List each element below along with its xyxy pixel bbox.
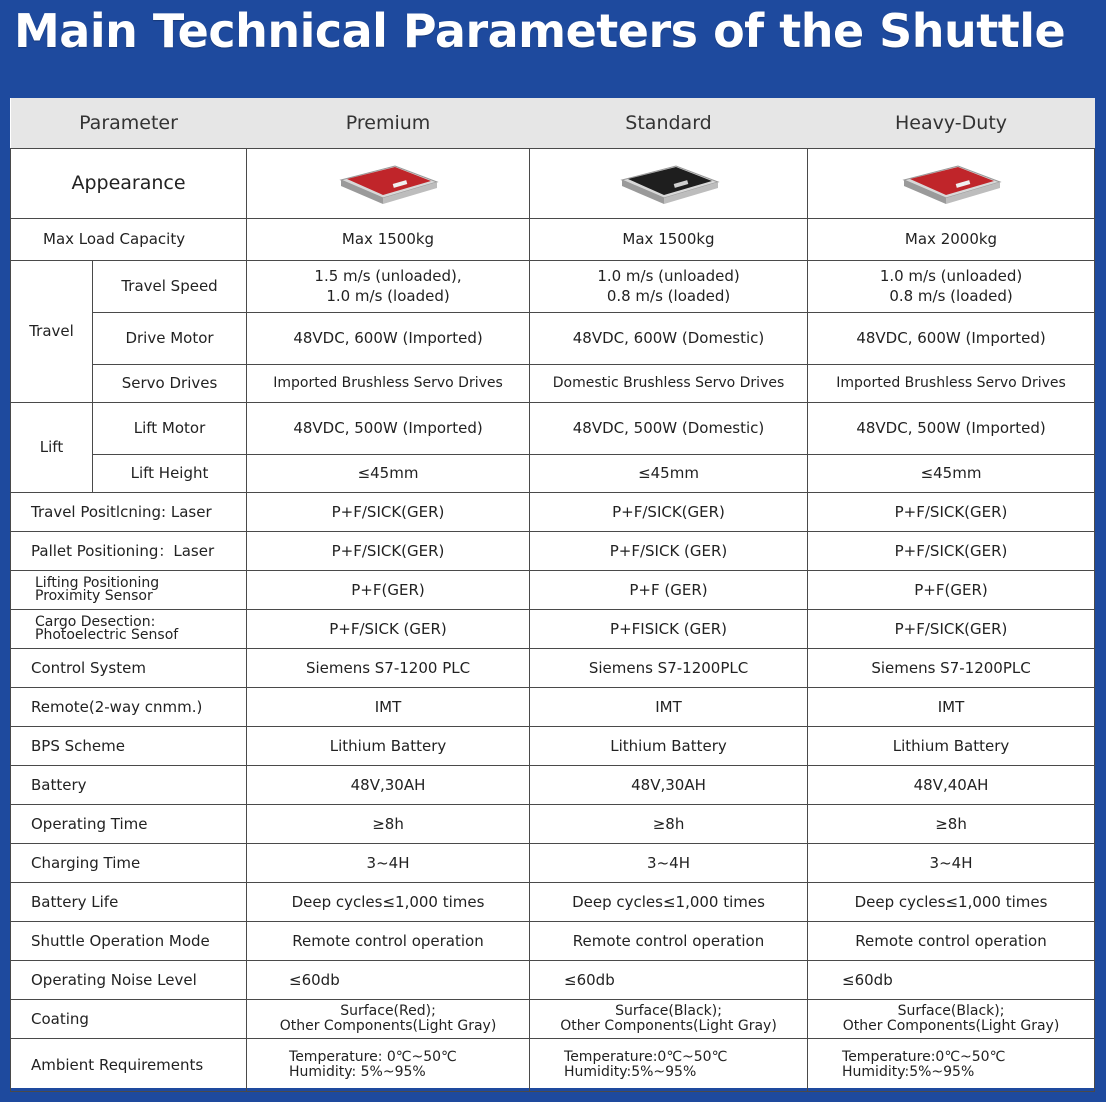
table-cell: P+F/SICK (GER): [247, 609, 530, 648]
table-cell: P+F(GER): [808, 570, 1095, 609]
cell-line: 1.5 m/s (unloaded),: [314, 267, 462, 285]
table-cell: Lithium Battery: [530, 726, 808, 765]
label-line: Cargo Desection:: [35, 613, 156, 630]
table-cell: ≥8h: [530, 804, 808, 843]
row-label: Lift Motor: [93, 402, 247, 454]
table-cell: 48VDC, 500W (Domestic): [530, 402, 808, 454]
table-row: [11, 492, 1095, 531]
table-cell: ≤60db: [530, 960, 808, 999]
table-row: [11, 570, 1095, 609]
table-row: [11, 921, 1095, 960]
label-line: Lifting Positioning: [35, 574, 160, 591]
table-cell: Siemens S7-1200 PLC: [247, 648, 530, 687]
table-row: [11, 260, 1095, 312]
cell-line: Temperature:0℃~50℃: [564, 1048, 728, 1065]
table-cell: IMT: [247, 687, 530, 726]
row-label: Coating: [11, 999, 247, 1038]
table-cell: ≤45mm: [247, 454, 530, 492]
row-label: Battery Life: [11, 882, 247, 921]
table-cell: Remote control operation: [247, 921, 530, 960]
table-row: [11, 454, 1095, 492]
row-label: [11, 570, 247, 609]
row-label: Max Load Capacity: [11, 218, 247, 260]
row-label: Servo Drives: [93, 364, 247, 402]
table-cell: Deep cycles≤1,000 times: [808, 882, 1095, 921]
cell-line: Surface(Red);: [340, 1002, 436, 1019]
table-cell: IMT: [530, 687, 808, 726]
table-cell: [530, 1038, 808, 1091]
heavy-duty-shuttle-image: [808, 148, 1095, 218]
black-shuttle-image: [614, 158, 724, 208]
row-label: Operating Time: [11, 804, 247, 843]
column-header-parameter: Parameter: [11, 98, 247, 148]
table-cell: P+F (GER): [530, 570, 808, 609]
label-line: Photoelectric Sensof: [35, 626, 179, 643]
group-label-travel: Travel: [11, 260, 93, 402]
table-cell: P+F/SICK(GER): [808, 531, 1095, 570]
table-cell: Lithium Battery: [247, 726, 530, 765]
table-cell: [808, 1038, 1095, 1091]
table-row: [11, 960, 1095, 999]
standard-shuttle-image: [530, 148, 808, 218]
table-cell: Max 2000kg: [808, 218, 1095, 260]
row-label: Pallet Positioning：Laser: [11, 531, 247, 570]
cell-line: Other Components(Light Gray): [842, 1017, 1060, 1034]
cell-line: Temperature: 0℃~50℃: [289, 1048, 457, 1065]
table-cell: P+F/SICK(GER): [247, 492, 530, 531]
table-cell: IMT: [808, 687, 1095, 726]
table-cell: 3~4H: [247, 843, 530, 882]
table-cell: P+F/SICK (GER): [530, 531, 808, 570]
cell-line: 0.8 m/s (loaded): [606, 287, 731, 305]
table-cell: [808, 999, 1095, 1038]
table-cell: P+F(GER): [247, 570, 530, 609]
cell-line: Surface(Black);: [897, 1002, 1005, 1019]
red-shuttle-image: [333, 158, 443, 208]
spec-sheet: [10, 98, 1094, 1088]
table-cell: [530, 999, 808, 1038]
row-label: Control System: [11, 648, 247, 687]
table-cell: 48VDC, 500W (Imported): [247, 402, 530, 454]
table-row: [11, 364, 1095, 402]
table-cell: Max 1500kg: [247, 218, 530, 260]
row-label: Shuttle Operation Mode: [11, 921, 247, 960]
row-label: Ambient Requirements: [11, 1038, 247, 1091]
table-cell: 48VDC, 600W (Imported): [808, 312, 1095, 364]
table-cell: Siemens S7-1200PLC: [530, 648, 808, 687]
table-cell: Remote control operation: [808, 921, 1095, 960]
table-row: [11, 804, 1095, 843]
table-cell: Siemens S7-1200PLC: [808, 648, 1095, 687]
row-label: [11, 609, 247, 648]
table-cell: ≥8h: [808, 804, 1095, 843]
column-header-premium: Premium: [247, 98, 530, 148]
cell-line: Temperature:0℃~50℃: [842, 1048, 1006, 1065]
table-cell: P+F/SICK(GER): [247, 531, 530, 570]
page-title: Main Technical Parameters of the Shuttle: [14, 4, 1066, 58]
row-label: Lift Height: [93, 454, 247, 492]
cell-line: Other Components(Light Gray): [279, 1017, 497, 1034]
column-header-heavy-duty: Heavy-Duty: [808, 98, 1095, 148]
table-cell: P+F/SICK(GER): [808, 492, 1095, 531]
label-line: Proximity Sensor: [35, 587, 153, 604]
table-cell: ≥8h: [247, 804, 530, 843]
table-cell: Lithium Battery: [808, 726, 1095, 765]
table-row: [11, 312, 1095, 364]
table-cell: P+F/SICK(GER): [530, 492, 808, 531]
table-cell: 48VDC, 500W (Imported): [808, 402, 1095, 454]
table-row: [11, 609, 1095, 648]
cell-line: Humidity: 5%~95%: [289, 1063, 426, 1080]
table-cell: 48V,40AH: [808, 765, 1095, 804]
row-label: Drive Motor: [93, 312, 247, 364]
row-label: Travel Speed: [93, 260, 247, 312]
table-row: [11, 843, 1095, 882]
group-label-lift: Lift: [11, 402, 93, 492]
table-cell: Domestic Brushless Servo Drives: [530, 364, 808, 402]
table-row: [11, 648, 1095, 687]
cell-line: 1.0 m/s (unloaded): [597, 267, 740, 285]
table-cell: Max 1500kg: [530, 218, 808, 260]
spec-table: [10, 98, 1095, 1092]
row-label: Remote(2-way cnmm.): [11, 687, 247, 726]
column-header-standard: Standard: [530, 98, 808, 148]
cell-line: Humidity:5%~95%: [564, 1063, 697, 1080]
table-cell: 48VDC, 600W (Imported): [247, 312, 530, 364]
table-cell: P+F/SICK(GER): [808, 609, 1095, 648]
table-cell: [247, 1038, 530, 1091]
cell-line: 1.0 m/s (unloaded): [879, 267, 1023, 285]
table-cell: [247, 999, 530, 1038]
table-cell: 48V,30AH: [247, 765, 530, 804]
cell-line: Surface(Black);: [615, 1002, 722, 1019]
table-row: [11, 882, 1095, 921]
table-cell: 48VDC, 600W (Domestic): [530, 312, 808, 364]
table-cell: Remote control operation: [530, 921, 808, 960]
table-row: [11, 1038, 1095, 1091]
table-row: [11, 402, 1095, 454]
red-shuttle-image: [896, 158, 1006, 208]
row-label: Charging Time: [11, 843, 247, 882]
premium-shuttle-image: [247, 148, 530, 218]
table-row: [11, 687, 1095, 726]
table-cell: 3~4H: [530, 843, 808, 882]
table-cell: [247, 260, 530, 312]
table-cell: [808, 260, 1095, 312]
row-label: Travel Positlcning: Laser: [11, 492, 247, 531]
table-cell: Imported Brushless Servo Drives: [808, 364, 1095, 402]
table-cell: ≤45mm: [530, 454, 808, 492]
table-row: [11, 765, 1095, 804]
table-cell: P+FISICK (GER): [530, 609, 808, 648]
table-row: [11, 531, 1095, 570]
table-cell: 3~4H: [808, 843, 1095, 882]
table-cell: ≤45mm: [808, 454, 1095, 492]
table-row-appearance: [11, 148, 1095, 218]
table-row: [11, 999, 1095, 1038]
table-cell: Deep cycles≤1,000 times: [530, 882, 808, 921]
table-cell: Imported Brushless Servo Drives: [247, 364, 530, 402]
table-cell: ≤60db: [247, 960, 530, 999]
cell-line: 0.8 m/s (loaded): [889, 287, 1013, 305]
row-label: Battery: [11, 765, 247, 804]
cell-line: 1.0 m/s (loaded): [326, 287, 450, 305]
table-row: [11, 726, 1095, 765]
table-header-row: [11, 98, 1095, 148]
table-cell: Deep cycles≤1,000 times: [247, 882, 530, 921]
table-cell: ≤60db: [808, 960, 1095, 999]
cell-line: Other Components(Light Gray): [560, 1017, 777, 1034]
row-label: BPS Scheme: [11, 726, 247, 765]
table-cell: [530, 260, 808, 312]
table-row: [11, 218, 1095, 260]
table-cell: 48V,30AH: [530, 765, 808, 804]
row-label-appearance: Appearance: [11, 148, 247, 218]
cell-line: Humidity:5%~95%: [842, 1063, 975, 1080]
row-label: Operating Noise Level: [11, 960, 247, 999]
